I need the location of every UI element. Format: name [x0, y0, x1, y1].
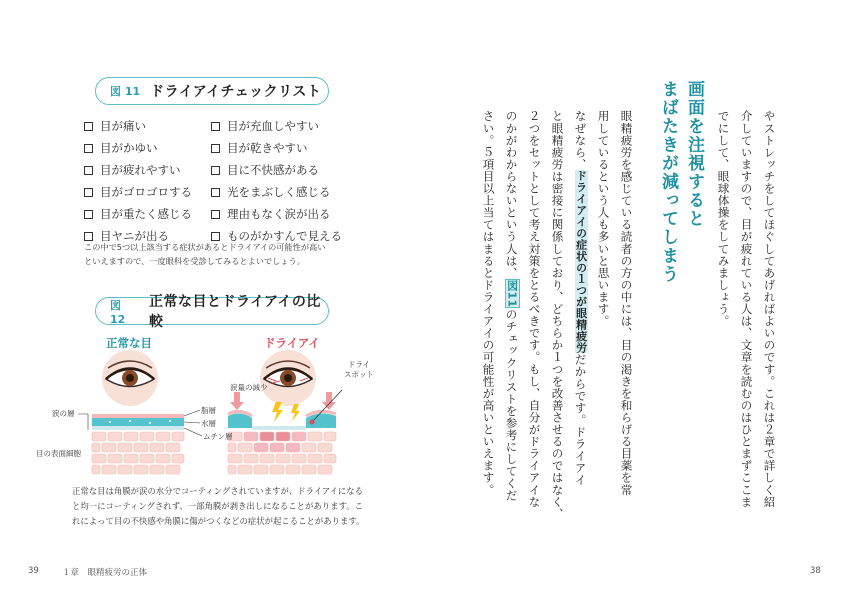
- checklist-item: 目が痛い: [84, 118, 146, 134]
- body-column-2: 介していますので、目が疲れている人は、文章を読むのはひとまずここま: [739, 110, 754, 508]
- tear-layer-label: 涙の層: [52, 409, 75, 418]
- checklist-item: 目がゴロゴロする: [84, 184, 192, 200]
- checkbox-icon: [84, 166, 93, 175]
- section-heading-line-2: まばたきが減ってしまう: [658, 80, 678, 284]
- checklist-item: 目が充血しやすい: [211, 118, 319, 134]
- checklist-item: 理由もなく涙が出る: [211, 206, 331, 222]
- body-column-6: なぜなら、ドライアイの症状の１つが眼精疲労だからです。ドライアイ: [573, 110, 588, 487]
- checklist-item: 目がかゆい: [84, 140, 158, 156]
- body-column-8: ２つをセットとして考え対策をとるべきです。もし、自分がドライアイな: [527, 110, 542, 508]
- checklist-note: この中で5つ以上該当する症状があるとドライアイの可能性が高い といえますので、一度眼科を受診してみるとよいでしょう。: [84, 242, 326, 266]
- checkbox-icon: [211, 210, 220, 219]
- dry-eye-label: ドライアイ: [264, 336, 320, 350]
- checkbox-icon: [84, 144, 93, 153]
- dry-eye-icon: [260, 350, 316, 406]
- figure-11-title: [95, 77, 329, 105]
- checkbox-icon: [211, 144, 220, 153]
- surface-cells-label: 目の表面細胞: [36, 449, 81, 458]
- section-heading-line-1: 画面を注視すると: [684, 80, 704, 228]
- checkbox-icon: [84, 210, 93, 219]
- body-column-10: さい。５項目以上当てはまるとドライアイの可能性が高いといえます。: [481, 110, 496, 496]
- right-page-number: 38: [810, 566, 821, 576]
- checklist-item: 目ヤニが出る: [84, 228, 169, 244]
- dry-surface-cells: [228, 432, 336, 474]
- checkbox-icon: [211, 188, 220, 197]
- figure-12-title: [95, 294, 329, 330]
- figure-11-title-text: ドライアイチェックリスト: [150, 84, 322, 100]
- body-column-1: やストレッチをしてほぐしてあげればよいのです。これは２章で詳しく紹: [762, 110, 777, 508]
- water-layer-label: 水層: [201, 419, 216, 428]
- checklist-item: ものがかすんで見える: [211, 228, 342, 244]
- normal-surface-cells: [92, 432, 184, 474]
- mucin-layer-label: ムチン層: [203, 432, 233, 441]
- left-page-number: 39: [28, 566, 39, 576]
- figure-reference[interactable]: 図11: [505, 279, 519, 308]
- checkbox-icon: [84, 188, 93, 197]
- body-column-4: 眼精疲労を感じている読者の方の中には、目の渇きを和らげる目薬を常: [619, 110, 634, 496]
- normal-tear-layers: [92, 414, 184, 430]
- checklist-item: 目が重たく感じる: [84, 206, 192, 222]
- checkbox-icon: [211, 166, 220, 175]
- highlighted-phrase: ドライアイの症状の１つが眼精疲労: [574, 170, 588, 354]
- checklist-item: 目が乾きやすい: [211, 140, 308, 156]
- figure-12-title-text: 正常な目とドライアイの比較: [148, 294, 321, 330]
- body-column-3: でにして、眼球体操をしてみましょう。: [716, 110, 731, 327]
- tear-decrease-label: 涙量の減少: [230, 383, 268, 392]
- checklist-item: 目が疲れやすい: [84, 162, 181, 178]
- checklist-item: 目に不快感がある: [211, 162, 319, 178]
- body-column-7: と眼精疲労は密接に関係しており、どちらか１つを改善させるのではなく、: [550, 110, 565, 520]
- dry-spot-marker: [310, 420, 315, 425]
- figure-12-caption: 正常な目は角膜が涙の水分でコーティングされていますが、ドライアイになる と均一にコーティングされず、一部角膜が剥き出しになることがあります。こ れによって目の不快感や角膜に傷がつくなどの症状が起こることがあります。: [72, 486, 365, 526]
- checkbox-icon: [84, 122, 93, 131]
- chapter-running-head: １章 眼精疲労の正体: [62, 568, 148, 578]
- dry-spot-label: ドライ スポット: [344, 360, 374, 379]
- body-column-9: のかがわからないという人は、図11のチェックリストを参考にしてくだ: [504, 110, 519, 502]
- eye-comparison-illustration: [30, 348, 370, 483]
- figure-12-number: 図 12: [110, 298, 126, 326]
- checkbox-icon: [211, 122, 220, 131]
- normal-eye-label: 正常な目: [106, 336, 152, 350]
- normal-eye-icon: [102, 350, 158, 406]
- fat-layer-label: 脂層: [201, 406, 216, 415]
- checklist-item: 光をまぶしく感じる: [211, 184, 331, 200]
- body-column-5: 用しているという人も多いと思います。: [596, 110, 611, 327]
- figure-11-number: 図 11: [110, 85, 141, 98]
